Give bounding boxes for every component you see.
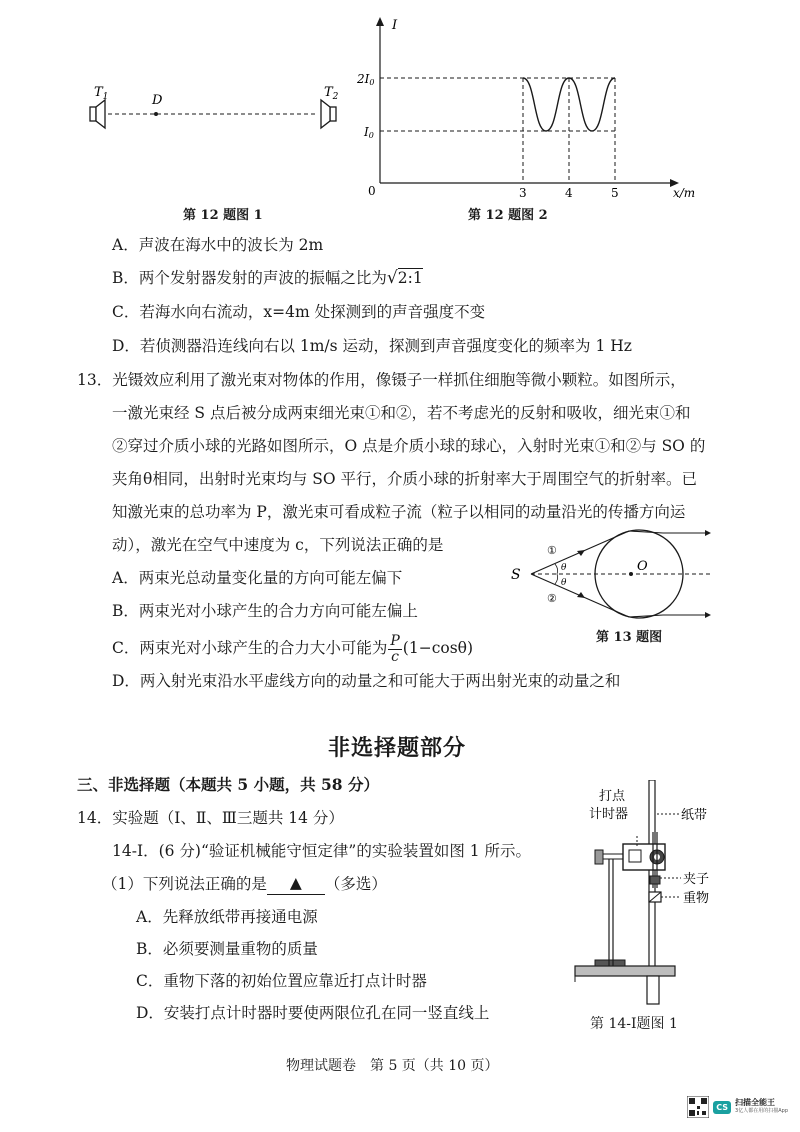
q14-option-a: A．先释放纸带再接通电源 [136,908,318,926]
fig14-caption: 第 14-Ⅰ题图 1 [590,1016,678,1032]
label-theta-1: θ [561,563,567,573]
label-t1: $T_1$ [94,85,109,102]
origin-label: 0 [368,184,376,198]
fig13 [505,528,715,623]
tick-x3: 3 [519,186,527,200]
q13-option-c-text: C．两束光对小球产生的合力大小可能为 [112,639,388,657]
cs-app-name: 扫描全能王 [735,1098,776,1107]
label-beam-2: ② [547,592,557,605]
q12-option-b [112,267,423,289]
q14-1-sub1 [102,873,387,896]
label-o: O [637,559,648,574]
cs-badge: CS [713,1101,731,1114]
q13-option-b: B．两束光对小球产生的合力方向可能左偏上 [112,602,418,620]
q13-option-c [112,632,473,665]
q13-stem-line-3: ②穿过介质小球的光路如图所示，O 点是介质小球的球心，入射时光束①和②与 SO 的 [112,437,706,455]
cs-scanner-watermark [687,1096,788,1118]
fig12-2 [355,15,700,200]
x-axis-label: x/m [673,186,696,200]
tick-x5: 5 [611,186,619,200]
q12-option-a: A．声波在海水中的波长为 2m [112,236,324,254]
label-clip: 夹子 [683,872,710,887]
q14-option-b: B．必须要测量重物的质量 [136,940,318,958]
label-timer-line1: 打点 [599,789,626,804]
q14-1-sub1-note: （多选） [324,875,387,893]
label-tape: 纸带 [681,808,708,823]
tick-2i0: 2I0 [357,72,375,87]
q12-option-b-text: B．两个发射器发射的声波的振幅之比为 [112,269,387,287]
label-t2: $T_2$ [324,85,339,102]
sqrt-sign: √ [386,268,398,288]
qr-code-icon [687,1096,709,1118]
speaker-t1-icon [90,100,105,128]
fig12-1-drawing [80,80,350,140]
label-s: S [511,567,521,583]
fraction-numerator: P [390,632,400,649]
label-d: D [152,93,163,108]
fraction-denominator: c [391,648,399,665]
fig12-1 [80,80,350,140]
answer-blank[interactable]: ▲ [267,872,325,895]
q12-option-d: D．若侦测器沿连线向右以 1m/s 运动，探测到声音强度变化的频率为 1 Hz [112,337,632,355]
y-axis-label: I [392,18,398,33]
q12-option-c: C．若海水向右流动，x=4m 处探测到的声音强度不变 [112,303,486,321]
q14-heading: 14．实验题（Ⅰ、Ⅱ、Ⅲ三题共 14 分） [77,809,344,827]
label-beam-1: ① [547,544,557,557]
q13-stem-line-6: 动），激光在空气中速度为 c，下列说法正确的是 [112,536,444,554]
part3-heading: 三、非选择题（本题共 5 小题，共 58 分） [77,775,379,794]
q13-stem-line-1: 13．光镊效应利用了激光束对物体的作用，像镊子一样抓住细胞等微小颗粒。如图所示， [77,371,686,389]
label-weight: 重物 [683,891,710,906]
tick-i0: I0 [364,125,374,140]
q13-stem-line-4: 夹角θ相同，出射时光束均与 SO 平行，介质小球的折射率大于周围空气的折射率。已 [112,470,698,488]
label-timer-line2: 计时器 [589,807,629,822]
label-theta-2: θ [561,578,567,588]
q14-1-sub1-text: （1）下列说法正确的是 [102,875,267,893]
q14-option-c: C．重物下落的初始位置应靠近打点计时器 [136,972,427,990]
q13-option-a: A．两束光总动量变化量的方向可能左偏下 [112,569,403,587]
fig12-1-caption: 第 12 题图 1 [183,208,263,223]
fig12-2-chart [355,15,700,200]
q13-stem-line-5: 知激光束的总功率为 P，激光束可看成粒子流（粒子以相同的动量沿光的传播方向运 [112,503,686,521]
fig13-drawing [505,528,715,623]
q13-option-d: D．两入射光束沿水平虚线方向的动量之和可能大于两出射光束的动量之和 [112,672,621,690]
section-title: 非选择题部分 [328,735,467,761]
cs-app-tagline: 3亿人都在用的扫描App [735,1108,788,1114]
fraction-p-over-c [388,634,401,665]
page-footer: 物理试题卷 第 5 页（共 10 页） [286,1058,499,1074]
speaker-t2-icon [321,100,336,128]
q13-option-c-factor: (1−cosθ) [402,639,474,657]
fig13-caption: 第 13 题图 [596,630,663,645]
fig14-apparatus [555,780,725,1015]
q13-stem-line-2: 一激光束经 S 点后被分成两束细光束①和②，若不考虑光的反射和吸收，细光束①和 [112,404,691,422]
fig14 [555,780,725,1015]
q12-option-b-ratio: 2:1 [397,269,423,287]
fig12-2-caption: 第 12 题图 2 [468,208,548,223]
q14-1-heading: 14-Ⅰ．(6 分)“验证机械能守恒定律”的实验装置如图 1 所示。 [112,842,532,860]
tick-x4: 4 [565,186,573,200]
q14-option-d: D．安装打点计时器时要使两限位孔在同一竖直线上 [136,1004,490,1022]
